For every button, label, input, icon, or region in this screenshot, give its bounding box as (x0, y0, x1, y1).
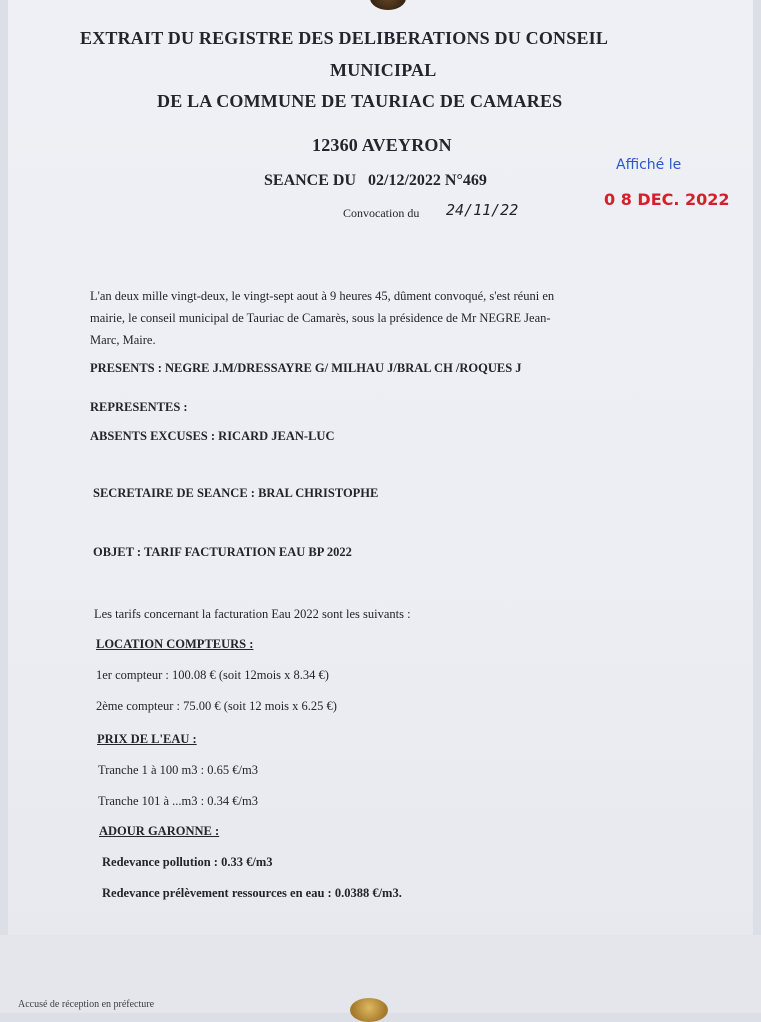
secretaire: SECRETAIRE DE SEANCE : BRAL CHRISTOPHE (93, 486, 379, 500)
header-line3: DE LA COMMUNE DE TAURIAC DE CAMARES (157, 91, 563, 111)
intro-line2: mairie, le conseil municipal de Tauriac de Camarès, sous la présidence de Mr NEGRE Jean- (90, 311, 551, 325)
seance-title: SEANCE DU 02/12/2022 N°469 (264, 172, 487, 189)
stamp-affiche: Affiché le (616, 157, 682, 173)
compteur-1: 1er compteur : 100.08 € (soit 12mois x 8.34 €) (96, 668, 329, 682)
tranche-2: Tranche 101 à ...m3 : 0.34 €/m3 (98, 794, 258, 808)
prix-title: PRIX DE L'EAU : (97, 732, 197, 746)
objet: OBJET : TARIF FACTURATION EAU BP 2022 (93, 545, 352, 559)
intro-line3: Marc, Maire. (90, 333, 156, 347)
absents: ABSENTS EXCUSES : RICARD JEAN-LUC (90, 429, 335, 443)
adour-title: ADOUR GARONNE : (99, 824, 220, 838)
header-line2: MUNICIPAL (330, 60, 437, 80)
location-title: LOCATION COMPTEURS : (96, 637, 254, 651)
stamp-date: 0 8 DEC. 2022 (604, 190, 730, 209)
redevance-pollution: Redevance pollution : 0.33 €/m3 (102, 855, 273, 869)
header-line4: 12360 AVEYRON (312, 135, 452, 155)
convocation-date: 24/11/22 (446, 201, 519, 219)
compteur-2: 2ème compteur : 75.00 € (soit 12 mois x 6.25 €) (96, 699, 337, 713)
intro-line1: L'an deux mille vingt-deux, le vingt-sept aout à 9 heures 45, dûment convoqué, s'est réuni en (90, 289, 555, 303)
convocation-label: Convocation du (343, 206, 420, 220)
pin-bottom (350, 998, 388, 1022)
representes: REPRESENTES : (90, 400, 188, 414)
tranche-1: Tranche 1 à 100 m3 : 0.65 €/m3 (98, 763, 258, 777)
tarifs-intro: Les tarifs concernant la facturation Eau 2022 sont les suivants : (94, 607, 411, 621)
redevance-prelevement: Redevance prélèvement ressources en eau : 0.0388 €/m3. (102, 886, 402, 900)
footer-text: Accusé de réception en préfecture (18, 999, 155, 1010)
header-line1: EXTRAIT DU REGISTRE DES DELIBERATIONS DU CONSEIL (80, 28, 609, 48)
presents: PRESENTS : NEGRE J.M/DRESSAYRE G/ MILHAU J/BRAL CH /ROQUES J (90, 361, 522, 375)
